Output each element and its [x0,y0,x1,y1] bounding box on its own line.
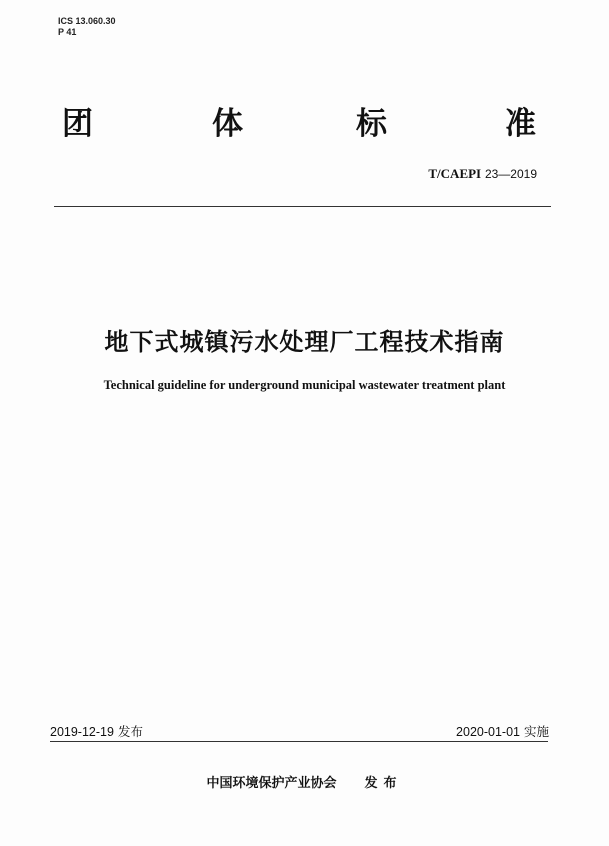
standard-type-char: 准 [505,106,536,142]
standard-code-number: 23—2019 [484,167,537,181]
implementation-date-value: 2020-01-01 [456,725,520,739]
classification-codes [58,16,116,38]
standard-code [428,166,537,182]
standard-code-prefix: T/CAEPI [428,166,482,181]
standard-type-char: 体 [212,106,243,142]
implementation-date [456,722,549,740]
standard-type-char: 标 [356,106,387,142]
standard-type-heading [62,104,544,148]
publisher-name: 中国环境保护产业协会 [206,776,337,791]
ccs-code: P 41 [58,27,77,37]
implementation-date-label: 实施 [523,724,549,739]
publisher-release-label: 发布 [364,776,403,791]
standard-type-char: 团 [62,106,93,142]
document-title-english: Technical guideline for underground municipal wastewater treatment plant [103,378,506,392]
issue-date-value: 2019-12-19 [50,725,114,739]
document-title-chinese: 地下式城镇污水处理厂工程技术指南 [104,328,505,356]
ics-code: ICS 13.060.30 [58,16,116,26]
footer-divider [50,741,548,742]
publisher [0,772,609,791]
issue-date [50,722,143,740]
issue-date-label: 发布 [117,724,143,739]
header-divider [54,206,551,207]
